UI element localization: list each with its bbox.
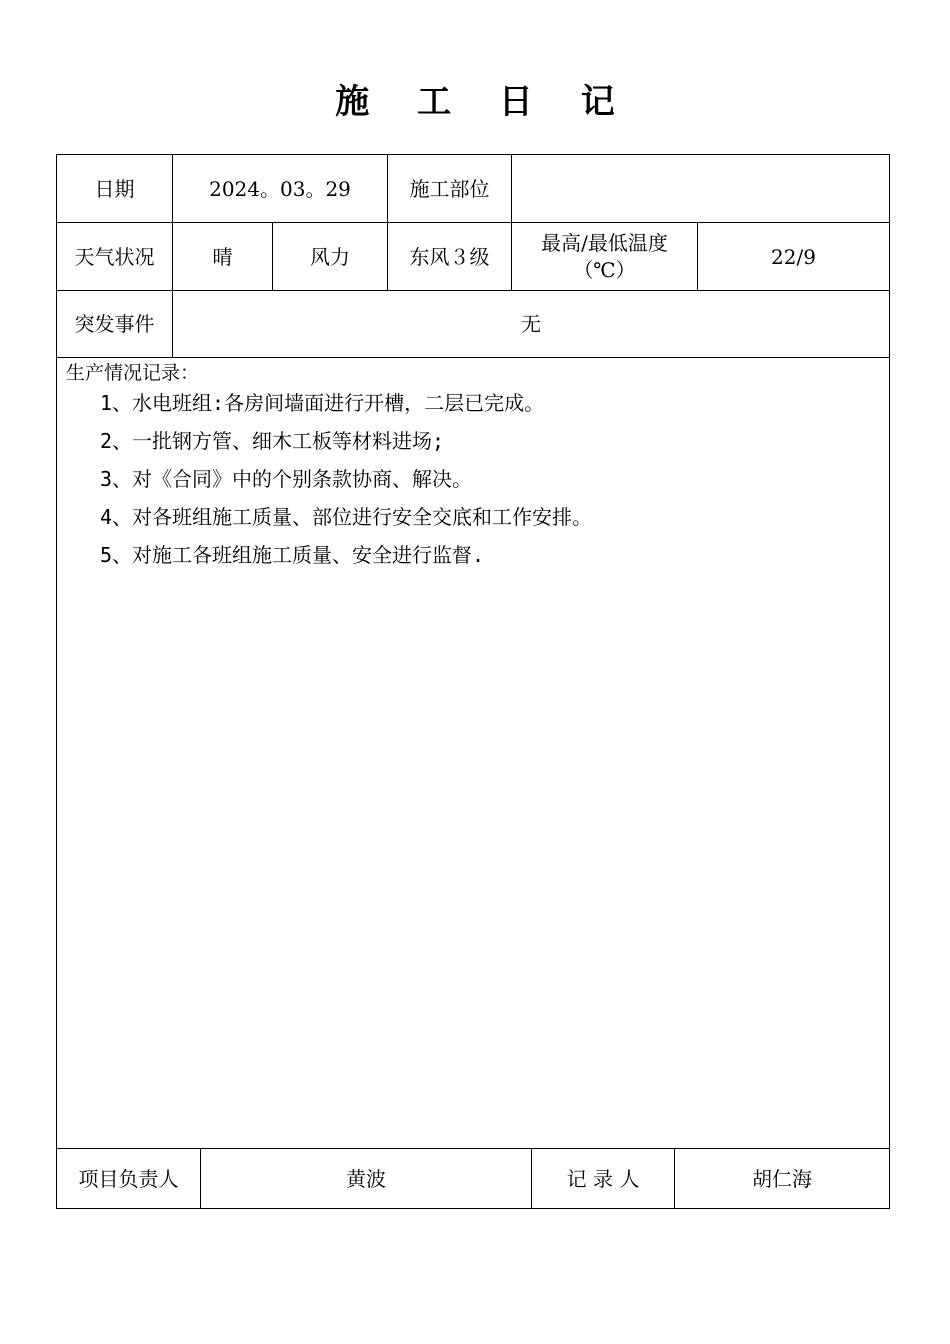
temperature-value: 22/9 (771, 244, 816, 269)
date-label: 日期 (94, 176, 135, 201)
temperature-label-line1: 最高/最低温度 (541, 230, 668, 255)
project-manager-label: 项目负责人 (78, 1166, 179, 1191)
project-manager-value: 黄波 (346, 1166, 386, 1191)
production-record-label: 生产情况记录： (66, 362, 200, 384)
incidents-value: 无 (521, 312, 541, 336)
list-item: 2、一批钢方管、细木工板等材料进场; (100, 429, 445, 453)
wind-label: 风力 (310, 244, 350, 269)
temperature-label (512, 223, 697, 290)
list-item: 5、对施工各班组施工质量、安全进行监督. (100, 543, 485, 567)
list-item: 3、对《合同》中的个别条款协商、解决。 (100, 467, 473, 491)
weather-value: 晴 (212, 244, 233, 269)
incidents-label: 突发事件 (74, 312, 155, 336)
construction-part-label: 施工部位 (409, 176, 490, 201)
list-item: 1、水电班组:各房间墙面进行开槽，二层已完成。 (100, 391, 545, 415)
wind-value: 东风３级 (409, 244, 490, 269)
construction-part-value (512, 155, 889, 222)
weather-label: 天气状况 (74, 244, 155, 269)
temperature-label-line2: （℃） (573, 257, 636, 282)
recorder-value: 胡仁海 (752, 1166, 812, 1191)
production-record-list (100, 384, 592, 574)
date-value: 2024。03。29 (209, 176, 351, 201)
recorder-label: 记 录 人 (566, 1166, 640, 1191)
list-item: 4、对各班组施工质量、部位进行安全交底和工作安排。 (100, 505, 593, 529)
page-title: 施 工 日 记 (335, 82, 633, 122)
